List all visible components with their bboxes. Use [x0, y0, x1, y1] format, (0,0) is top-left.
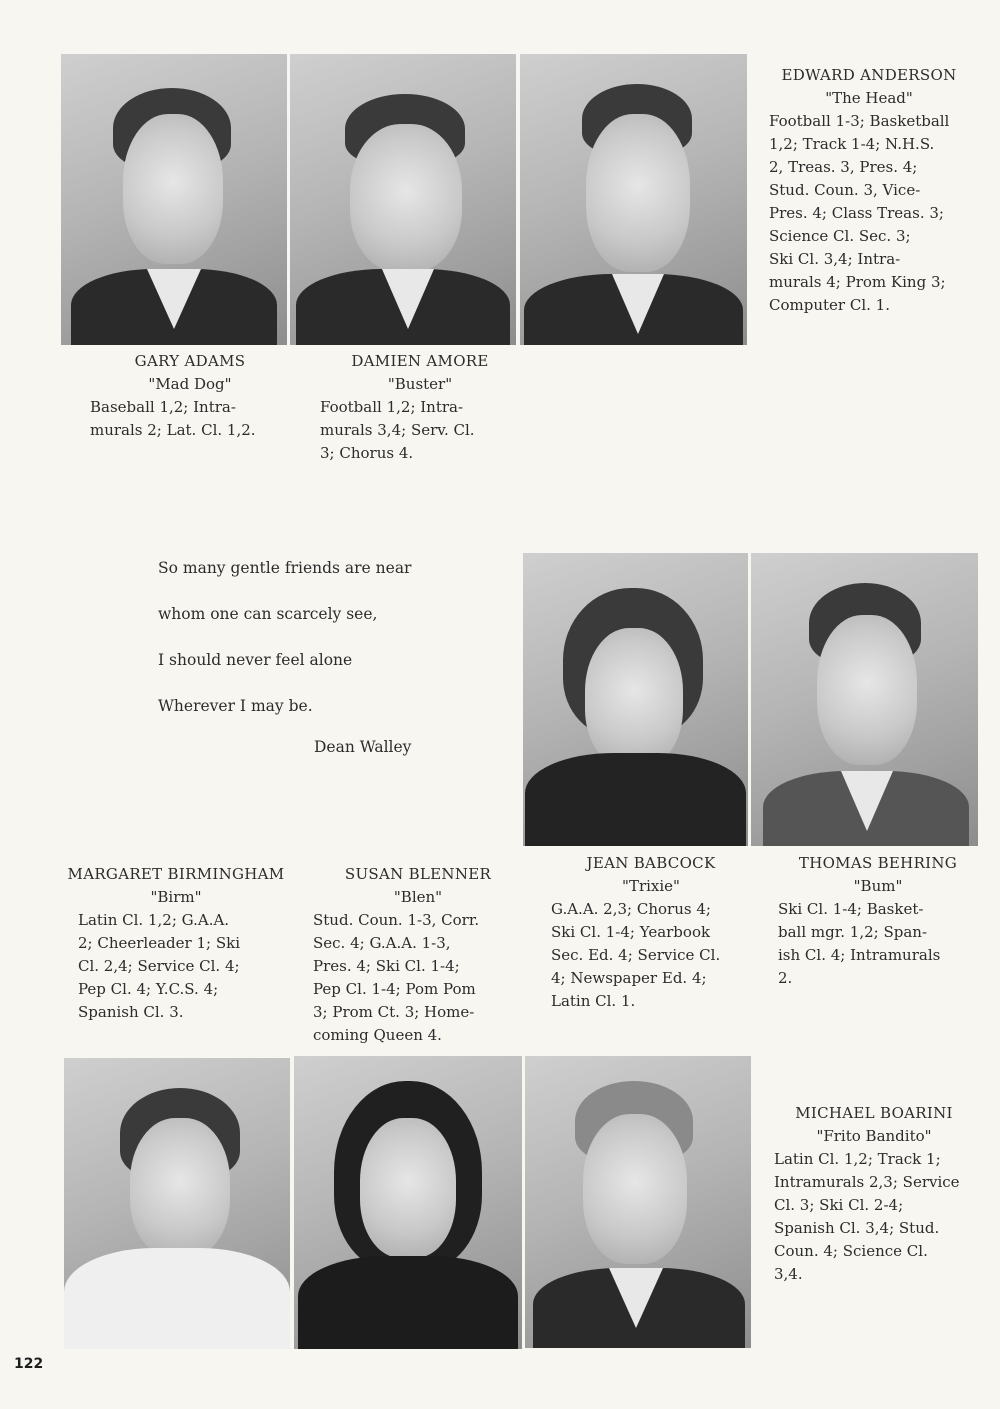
senior-nickname: "Buster" [387, 375, 453, 393]
senior-entry-jean-babcock [551, 852, 751, 1013]
page-number: 122 [14, 1356, 44, 1372]
senior-entry-gary-adams [90, 350, 290, 442]
poem-author: Dean Walley [314, 738, 412, 756]
senior-nickname: "Trixie" [622, 877, 680, 895]
senior-activities: Football 1-3; Basketball 1,2; Track 1-4; N.H.S. 2, Treas. 3, Pres. 4; Stud. Coun. 3, Vice- Pres. 4; Class Treas. 3; Science Cl. Sec. 3; Ski Cl. 3,4; Intra- murals 4; Prom King 3; Computer Cl. 1. [769, 112, 950, 314]
senior-nickname: "Bum" [853, 877, 903, 895]
senior-entry-edward-anderson [769, 64, 969, 317]
portrait-susan-blenner [294, 1056, 522, 1349]
senior-name: DAMIEN AMORE [351, 352, 489, 370]
senior-nickname: "The Head" [825, 89, 913, 107]
senior-activities: Ski Cl. 1-4; Basket- ball mgr. 1,2; Span- ish Cl. 4; Intramurals 2. [778, 900, 941, 987]
portrait-michael-boarini [525, 1056, 751, 1348]
senior-entry-damien-amore [320, 350, 520, 465]
senior-name: THOMAS BEHRING [798, 854, 958, 872]
senior-name: SUSAN BLENNER [344, 865, 492, 883]
senior-activities: Latin Cl. 1,2; G.A.A. 2; Cheerleader 1; Ski Cl. 2,4; Service Cl. 4; Pep Cl. 4; Y.C.S. 4; Spanish Cl. 3. [78, 911, 240, 1021]
senior-nickname: "Mad Dog" [148, 375, 232, 393]
poem-line: whom one can scarcely see, [158, 605, 378, 623]
portrait-margaret-birmingham [64, 1058, 290, 1349]
portrait-edward-anderson [520, 54, 747, 345]
senior-activities: Stud. Coun. 1-3, Corr. Sec. 4; G.A.A. 1-3, Pres. 4; Ski Cl. 1-4; Pep Cl. 1-4; Pom Pom 3; Prom Ct. 3; Home- coming Queen 4. [313, 911, 480, 1044]
poem-line: I should never feel alone [158, 651, 353, 669]
senior-name: GARY ADAMS [134, 352, 246, 370]
portrait-thomas-behring [751, 553, 978, 846]
senior-entry-susan-blenner [313, 863, 523, 1047]
senior-activities: Football 1,2; Intra- murals 3,4; Serv. Cl. 3; Chorus 4. [320, 398, 475, 462]
senior-name: MARGARET BIRMINGHAM [67, 865, 285, 883]
senior-name: JEAN BABCOCK [586, 854, 716, 872]
portrait-damien-amore [290, 54, 516, 345]
portrait-jean-babcock [523, 553, 748, 846]
senior-activities: G.A.A. 2,3; Chorus 4; Ski Cl. 1-4; Yearbook Sec. Ed. 4; Service Cl. 4; Newspaper Ed. 4; Latin Cl. 1. [551, 900, 721, 1010]
senior-name: MICHAEL BOARINI [795, 1104, 953, 1122]
senior-entry-thomas-behring [778, 852, 978, 990]
senior-nickname: "Blen" [393, 888, 443, 906]
senior-activities: Latin Cl. 1,2; Track 1; Intramurals 2,3; Service Cl. 3; Ski Cl. 2-4; Spanish Cl. 3,4; Stud. Coun. 4; Science Cl. 3,4. [774, 1150, 960, 1283]
senior-activities: Baseball 1,2; Intra- murals 2; Lat. Cl. 1,2. [90, 398, 256, 439]
senior-entry-margaret-birmingham [66, 863, 286, 1024]
senior-name: EDWARD ANDERSON [781, 66, 957, 84]
senior-nickname: "Frito Bandito" [816, 1127, 932, 1145]
poem-line: Wherever I may be. [158, 697, 313, 715]
portrait-gary-adams [61, 54, 287, 345]
poem-line: So many gentle friends are near [158, 559, 412, 577]
poem [158, 556, 412, 756]
senior-nickname: "Birm" [150, 888, 202, 906]
senior-entry-michael-boarini [774, 1102, 974, 1286]
